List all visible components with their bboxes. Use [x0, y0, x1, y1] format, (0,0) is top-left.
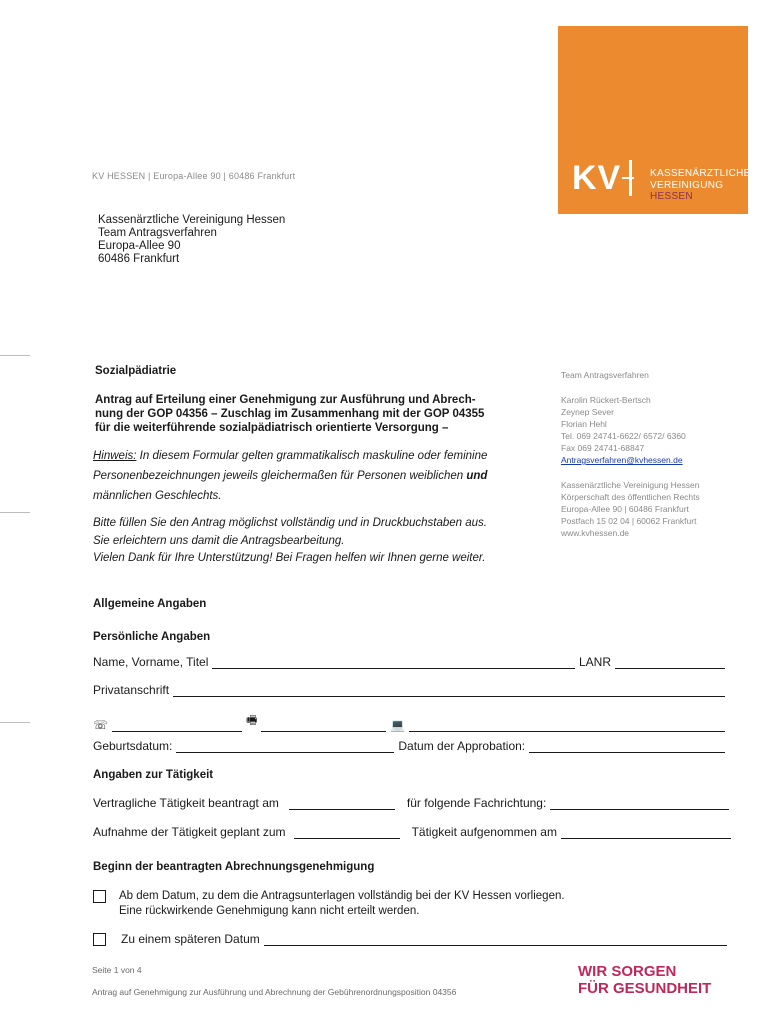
activity-heading: Angaben zur Tätigkeit: [93, 769, 214, 781]
fold-mark-top: [0, 355, 30, 356]
activity-planned-row: [93, 825, 731, 839]
discipline-label: für folgende Fachrichtung:: [406, 796, 547, 810]
activity-requested-field[interactable]: [289, 797, 395, 810]
logo-line-3: HESSEN: [650, 191, 693, 202]
dates-row: [93, 739, 725, 753]
billing-option-1-checkbox[interactable]: [93, 890, 106, 903]
page-number: Seite 1 von 4: [92, 965, 142, 975]
hint-text: In diesem Formular gelten grammatikalisch maskuline oder feminine: [136, 450, 488, 462]
activity-requested-label: Vertragliche Tätigkeit beantragt am: [93, 796, 279, 810]
billing-option-2-checkbox[interactable]: [93, 933, 106, 946]
recipient-line: Europa-Allee 90: [98, 240, 181, 252]
billing-option-1: [93, 889, 565, 919]
org-line: Postfach 15 02 04 | 60062 Frankfurt: [561, 516, 697, 526]
lanr-field[interactable]: [615, 656, 725, 669]
hint-label: Hinweis:: [93, 450, 137, 462]
document-title: [95, 393, 550, 435]
contact-email-link[interactable]: Antragsverfahren@kvhessen.de: [561, 455, 683, 465]
hint-text: männlichen Geschlechts.: [93, 490, 222, 502]
billing-option-2-label: Zu einem späteren Datum: [121, 932, 260, 946]
activity-started-label: Tätigkeit aufgenommen am: [411, 825, 557, 839]
document-topic: Sozialpädiatrie: [95, 365, 177, 377]
name-field[interactable]: [212, 656, 575, 669]
billing-option-1-note: Eine rückwirkende Genehmigung kann nicht erteilt werden.: [119, 905, 420, 917]
contact-fax: Fax 069 24741-68847: [561, 443, 645, 453]
logo-line-1: KASSENÄRZTLICHE: [650, 168, 751, 179]
general-heading: Allgemeine Angaben: [93, 598, 207, 610]
recipient-line: Kassenärztliche Vereinigung Hessen: [98, 214, 286, 226]
instruction-line: Bitte füllen Sie den Antrag möglichst vollständig und in Druckbuchstaben aus.: [93, 517, 487, 529]
side-contacts: [561, 394, 686, 466]
address-row: [93, 683, 725, 697]
instruction-line: Sie erleichtern uns damit die Antragsbearbeitung.: [93, 534, 345, 547]
slogan-line: FÜR GESUNDHEIT: [578, 980, 712, 997]
approbation-field[interactable]: [529, 740, 725, 753]
billing-heading: Beginn der beantragten Abrechnungsgenehmigung: [93, 861, 375, 873]
instruction-line: Vielen Dank für Ihre Unterstützung! Bei Fragen helfen wir Ihnen gerne weiter.: [93, 552, 486, 564]
logo-abbreviation: KV: [572, 159, 622, 197]
approbation-label: Datum der Approbation:: [398, 739, 526, 753]
fax-field[interactable]: [261, 719, 386, 732]
contact-phone: Tel. 069 24741-6622/ 6572/ 6360: [561, 431, 686, 441]
logo-bar: [629, 160, 632, 196]
fold-mark-middle: [0, 512, 30, 513]
org-website: www.kvhessen.de: [561, 528, 630, 538]
fax-icon: 🖷: [246, 713, 258, 727]
birthdate-field[interactable]: [176, 740, 394, 753]
recipient-address: [98, 214, 285, 266]
contact-name: Zeynep Sever: [561, 407, 614, 417]
later-date-field[interactable]: [264, 933, 727, 946]
hint-text: Personenbezeichnungen jeweils gleichermaßen für Personen weiblichen: [93, 470, 467, 482]
phone-icon: ☏: [93, 718, 109, 732]
gender-hint: [93, 446, 553, 506]
discipline-field[interactable]: [550, 797, 729, 810]
address-field[interactable]: [173, 684, 725, 697]
slogan: [578, 963, 711, 997]
title-line: Antrag auf Erteilung einer Genehmigung zur Ausführung und Abrech-: [95, 394, 476, 406]
email-field[interactable]: [409, 719, 725, 732]
phone-field[interactable]: [112, 719, 242, 732]
fill-instructions: [93, 515, 553, 568]
billing-option-1-label: Ab dem Datum, zu dem die Antragsunterlagen vollständig bei der KV Hessen vorliegen.: [119, 890, 565, 902]
lanr-label: LANR: [578, 655, 611, 669]
recipient-line: 60486 Frankfurt: [98, 253, 180, 265]
side-organization: [561, 479, 700, 539]
activity-started-field[interactable]: [561, 826, 731, 839]
logo-wordmark: [650, 168, 751, 203]
activity-planned-field[interactable]: [294, 826, 400, 839]
address-label: Privatanschrift: [93, 683, 170, 697]
name-row: [93, 655, 725, 669]
birthdate-label: Geburtsdatum:: [93, 739, 173, 753]
contact-name: Karolin Rückert-Bertsch: [561, 395, 651, 405]
email-icon: 💻: [390, 718, 406, 732]
title-line: für die weiterführende sozialpädiatrisch orientierte Versorgung –: [95, 422, 449, 434]
slogan-line: WIR SORGEN: [578, 963, 677, 980]
logo-line-2: VEREINIGUNG: [650, 179, 724, 191]
recipient-line: Team Antragsverfahren: [98, 227, 217, 239]
billing-option-2: [93, 932, 727, 946]
contact-row: [93, 711, 725, 732]
org-line: Körperschaft des öffentlichen Rechts: [561, 492, 700, 502]
fold-mark-bottom: [0, 722, 30, 723]
hint-bold-word: und: [466, 470, 488, 482]
document-footer: Antrag auf Genehmigung zur Ausführung und Abrechnung der Gebührenordnungsposition 04356: [92, 987, 457, 997]
activity-requested-row: [93, 796, 729, 810]
sender-line: KV HESSEN | Europa-Allee 90 | 60486 Frankfurt: [92, 171, 296, 181]
name-label: Name, Vorname, Titel: [93, 655, 209, 669]
personal-heading: Persönliche Angaben: [93, 631, 211, 643]
kv-hessen-logo: [558, 26, 751, 214]
contact-name: Florian Hehl: [561, 419, 607, 429]
title-line: nung der GOP 04356 – Zuschlag im Zusammenhang mit der GOP 04355: [95, 408, 485, 420]
activity-planned-label: Aufnahme der Tätigkeit geplant zum: [93, 825, 286, 839]
org-line: Kassenärztliche Vereinigung Hessen: [561, 480, 700, 490]
logo-dash: [622, 177, 634, 179]
side-team-heading: Team Antragsverfahren: [561, 370, 649, 380]
org-line: Europa-Allee 90 | 60486 Frankfurt: [561, 504, 689, 514]
